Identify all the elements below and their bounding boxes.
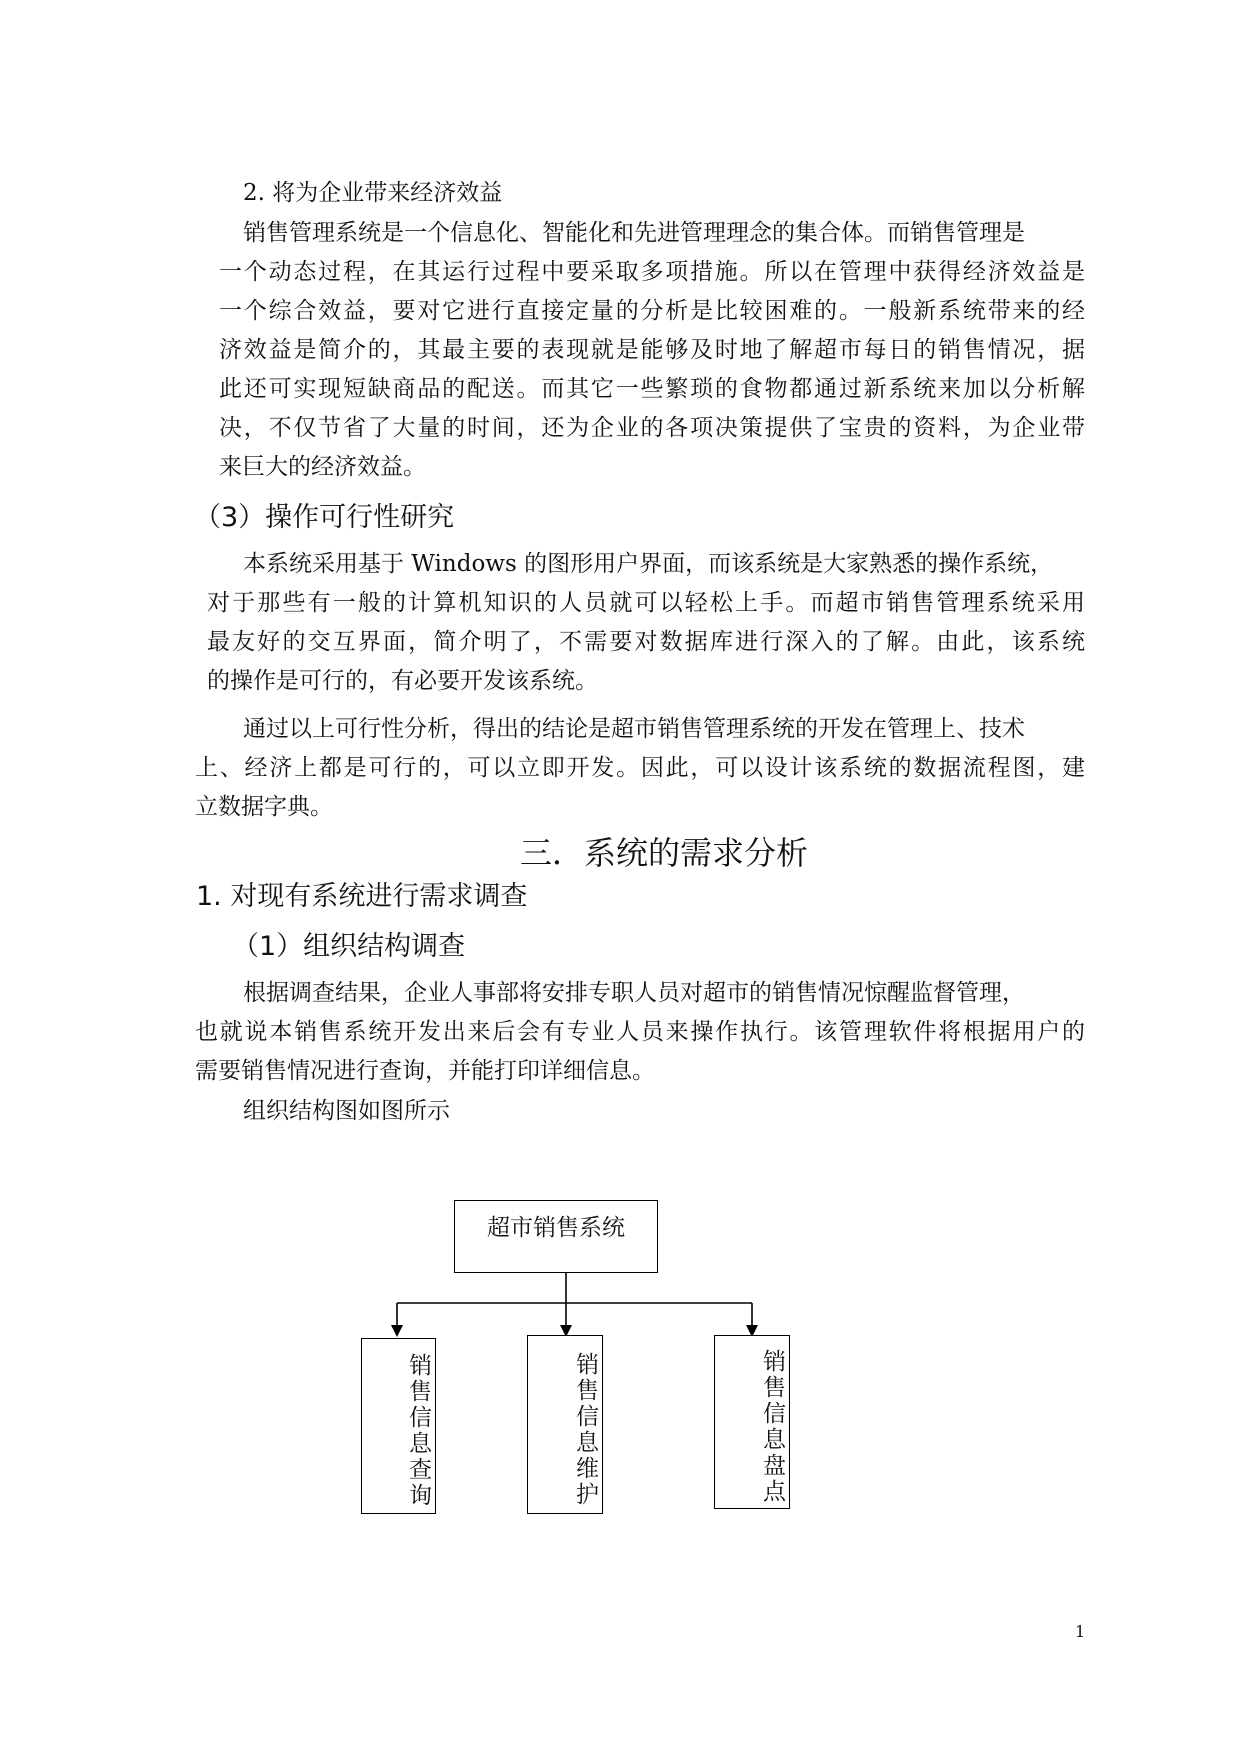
arrow-head-left (391, 1325, 403, 1337)
paragraph-line: 销售管理系统是一个信息化、智能化和先进管理理念的集合体。而销售管理是 (243, 220, 1025, 246)
paragraph-line: 本系统采用基于 Windows 的图形用户界面，而该系统是大家熟悉的操作系统， (243, 551, 1054, 577)
org-child-node-query (361, 1338, 436, 1514)
org-child-node-maintain (527, 1335, 603, 1514)
paragraph-line: 决，不仅节省了大量的时间，还为企业的各项决策提供了宝贵的资料，为企业带 (219, 415, 1085, 441)
heading-org-structure: （1）组织结构调查 (232, 931, 466, 962)
heading-operation-feasibility: （3）操作可行性研究 (194, 502, 455, 533)
paragraph-line: 通过以上可行性分析，得出的结论是超市销售管理系统的开发在管理上、技术 (243, 716, 1025, 742)
chapter-title: 三．系统的需求分析 (520, 834, 809, 872)
org-child-label: 销售信息查询 (405, 1353, 431, 1509)
org-root-node (454, 1200, 658, 1273)
paragraph-line: 也就说本销售系统开发出来后会有专业人员来操作执行。该管理软件将根据用户的 (195, 1019, 1085, 1045)
paragraph-line: 一个综合效益，要对它进行直接定量的分析是比较困难的。一般新系统带来的经 (219, 298, 1085, 324)
org-chart-caption: 组织结构图如图所示 (243, 1098, 450, 1124)
paragraph-line: 上、经济上都是可行的，可以立即开发。因此，可以设计该系统的数据流程图，建 (195, 755, 1085, 781)
org-root-label: 超市销售系统 (487, 1215, 625, 1241)
org-child-label: 销售信息盘点 (759, 1349, 785, 1505)
paragraph-line: 立数据字典。 (195, 794, 333, 820)
heading-requirements-survey: 1. 对现有系统进行需求调查 (196, 881, 528, 912)
paragraph-line: 最友好的交互界面，简介明了，不需要对数据库进行深入的了解。由此，该系统 (207, 629, 1085, 655)
paragraph-line: 一个动态过程，在其运行过程中要采取多项措施。所以在管理中获得经济效益是 (219, 259, 1085, 285)
paragraph-line: 此还可实现短缺商品的配送。而其它一些繁琐的食物都通过新系统来加以分析解 (219, 376, 1085, 402)
paragraph-line: 济效益是简介的，其最主要的表现就是能够及时地了解超市每日的销售情况，据 (219, 337, 1085, 363)
page-number: 1 (1075, 1622, 1086, 1641)
paragraph-line: 根据调查结果，企业人事部将安排专职人员对超市的销售情况惊醒监督管理， (243, 980, 1025, 1006)
paragraph-line: 对于那些有一般的计算机知识的人员就可以轻松上手。而超市销售管理系统采用 (207, 590, 1085, 616)
section-item-economic-benefit: 2. 将为企业带来经济效益 (243, 180, 503, 206)
org-child-node-inventory (714, 1335, 790, 1509)
paragraph-line: 来巨大的经济效益。 (219, 454, 426, 480)
paragraph-line: 的操作是可行的，有必要开发该系统。 (207, 668, 598, 694)
org-child-label: 销售信息维护 (572, 1351, 598, 1508)
paragraph-line: 需要销售情况进行查询，并能打印详细信息。 (195, 1058, 655, 1084)
